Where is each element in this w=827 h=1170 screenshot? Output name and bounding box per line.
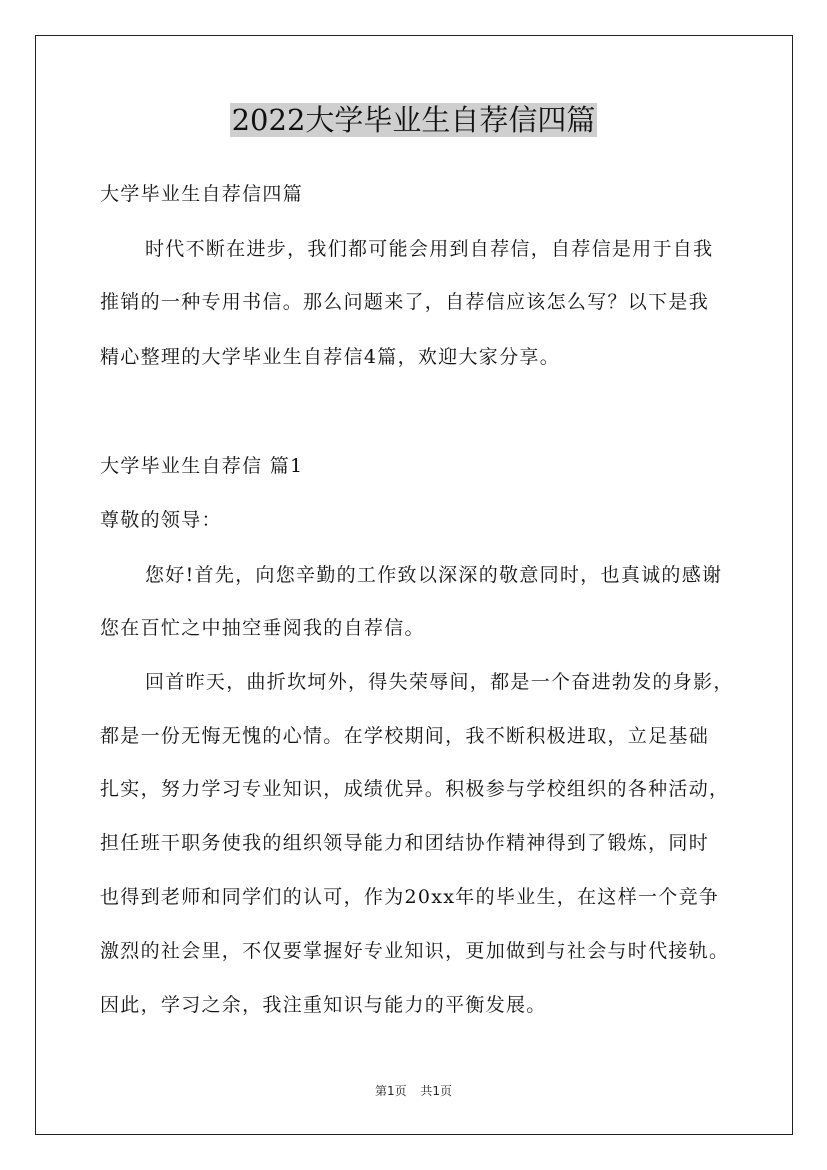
document-subtitle: 大学毕业生自荐信四篇 bbox=[100, 183, 304, 205]
intro-line-2: 推销的一种专用书信。那么问题来了，自荐信应该怎么写？以下是我 bbox=[100, 291, 710, 313]
page-total: 共1页 bbox=[420, 1084, 453, 1098]
paragraph2-line-5: 也得到老师和同学们的认可，作为20xx年的毕业生，在这样一个竞争 bbox=[100, 886, 720, 908]
document-title-text: 2022大学毕业生自荐信四篇 bbox=[231, 103, 596, 137]
intro-line-1: 时代不断在进步，我们都可能会用到自荐信，自荐信是用于自我 bbox=[145, 238, 714, 260]
paragraph2-line-3: 扎实，努力学习专业知识，成绩优异。积极参与学校组织的各种活动， bbox=[100, 778, 730, 800]
paragraph2-line-6: 激烈的社会里，不仅要掌握好专业知识，更加做到与社会与时代接轨。 bbox=[100, 940, 730, 962]
paragraph1-line-1: 您好!首先，向您辛勤的工作致以深深的敬意同时，也真诚的感谢 bbox=[145, 564, 723, 586]
paragraph2-line-1: 回首昨天，曲折坎坷外，得失荣辱间，都是一个奋进勃发的身影， bbox=[145, 671, 734, 693]
document-title bbox=[0, 98, 827, 142]
paragraph2-line-4: 担任班干职务使我的组织领导能力和团结协作精神得到了锻炼，同时 bbox=[100, 832, 710, 854]
intro-line-3: 精心整理的大学毕业生自荐信4篇，欢迎大家分享。 bbox=[100, 346, 560, 368]
page-footer bbox=[0, 1083, 827, 1099]
section-heading: 大学毕业生自荐信 篇1 bbox=[100, 455, 304, 477]
salutation: 尊敬的领导： bbox=[100, 509, 222, 531]
paragraph1-line-2: 您在百忙之中抽空垂阅我的自荐信。 bbox=[100, 617, 425, 639]
page-number: 第1页 bbox=[374, 1084, 407, 1098]
paragraph2-line-2: 都是一份无悔无愧的心情。在学校期间，我不断积极进取，立足基础 bbox=[100, 725, 710, 747]
paragraph2-line-7: 因此，学习之余，我注重知识与能力的平衡发展。 bbox=[100, 994, 547, 1016]
